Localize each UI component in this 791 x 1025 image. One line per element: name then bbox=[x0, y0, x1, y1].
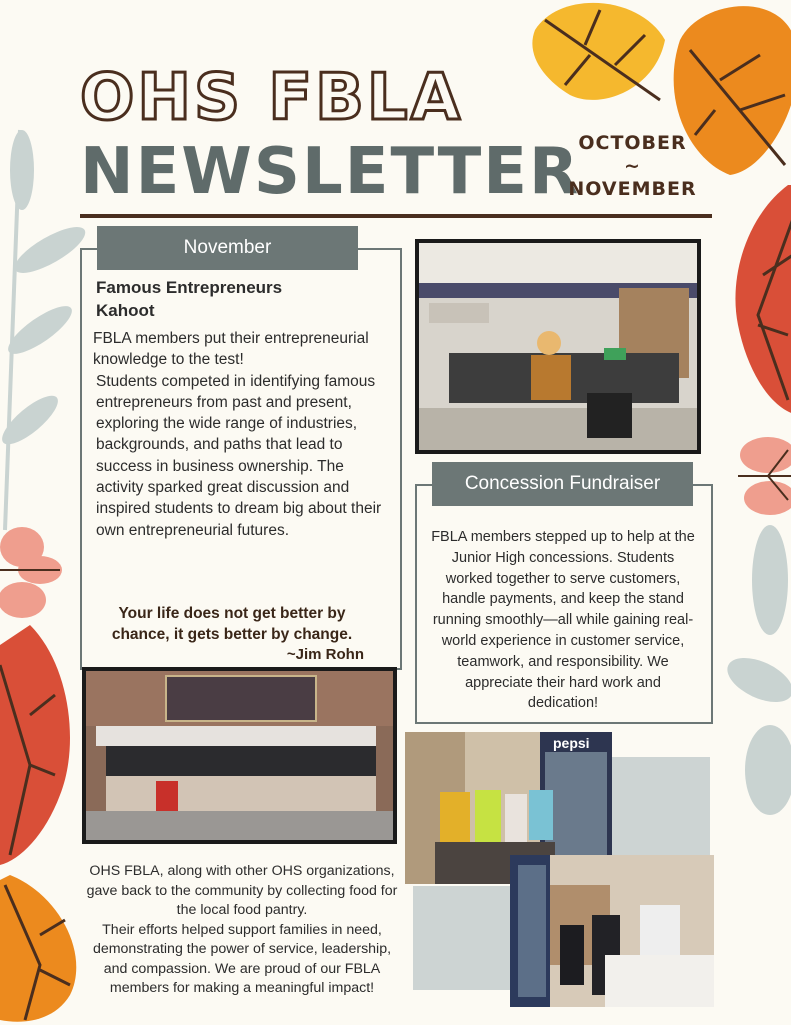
date-range bbox=[560, 132, 705, 201]
november-paragraph-1: FBLA members put their entrepreneurial knowledge to the test! bbox=[93, 330, 369, 369]
group-photo bbox=[82, 667, 397, 844]
november-section-label: November bbox=[97, 226, 358, 270]
food-drive-paragraph-1: OHS FBLA, along with other OHS organizations, gave back to the community by collecting food for the local food pantry. bbox=[86, 863, 398, 918]
classroom-photo bbox=[415, 239, 701, 454]
date-end: NOVEMBER bbox=[568, 178, 697, 200]
date-start: OCTOBER bbox=[578, 132, 687, 154]
concession-photo-2 bbox=[510, 855, 714, 1007]
classroom-scene bbox=[419, 243, 697, 450]
food-drive-text bbox=[86, 862, 398, 999]
quote-author: ~Jim Rohn bbox=[286, 646, 364, 663]
header-divider bbox=[80, 214, 712, 218]
november-heading: Famous Entrepreneurs Kahoot bbox=[96, 278, 283, 320]
group-scene bbox=[86, 671, 393, 840]
sage-leaves-left-icon bbox=[0, 130, 90, 530]
sage-leaves-right-icon bbox=[715, 520, 791, 820]
pink-leaf-left-icon bbox=[0, 525, 70, 620]
food-drive-paragraph-2: Their efforts helped support families in need, demonstrating the power of service, leadership, and compassion. We are proud of our FBLA members for making a meaningful impact! bbox=[92, 921, 392, 996]
photo-backdrop-panel-lower bbox=[413, 886, 510, 990]
november-body bbox=[93, 328, 383, 541]
red-leaf-right-icon bbox=[728, 185, 791, 415]
title-newsletter: NEWSLETTER bbox=[80, 135, 581, 209]
orange-leaf-bottom-left-icon bbox=[0, 875, 85, 1025]
november-paragraph-2: Students competed in identifying famous entrepreneurs from past and present, exploring the wide range of industries, backgrounds, and paths that lead to success in business ownership. The activity sparked great discussion and inspired students to dream big about their own entrepreneurial futures. bbox=[96, 372, 382, 539]
red-leaf-left-icon bbox=[0, 625, 75, 865]
title-ohs-fbla: OHS FBLA bbox=[80, 61, 464, 135]
concession-body: FBLA members stepped up to help at the Junior High concessions. Students worked together to serve customers, handle payments, and keep the stand running smoothly—all while gaining real-world experience in customer service, teamwork, and responsibility. We appreciate their hard work and dedication! bbox=[431, 529, 695, 712]
date-separator: ~ bbox=[624, 155, 641, 177]
concession-section-label: Concession Fundraiser bbox=[432, 462, 693, 506]
photo-backdrop-panel bbox=[606, 757, 710, 860]
concession-scene-2 bbox=[510, 855, 714, 1007]
quote-text: Your life does not get better by chance, it gets better by change. bbox=[111, 605, 353, 643]
yellow-leaf-top-icon bbox=[530, 0, 670, 110]
pink-leaf-right-icon bbox=[728, 430, 791, 520]
pepsi-sign: pepsi bbox=[553, 735, 590, 751]
